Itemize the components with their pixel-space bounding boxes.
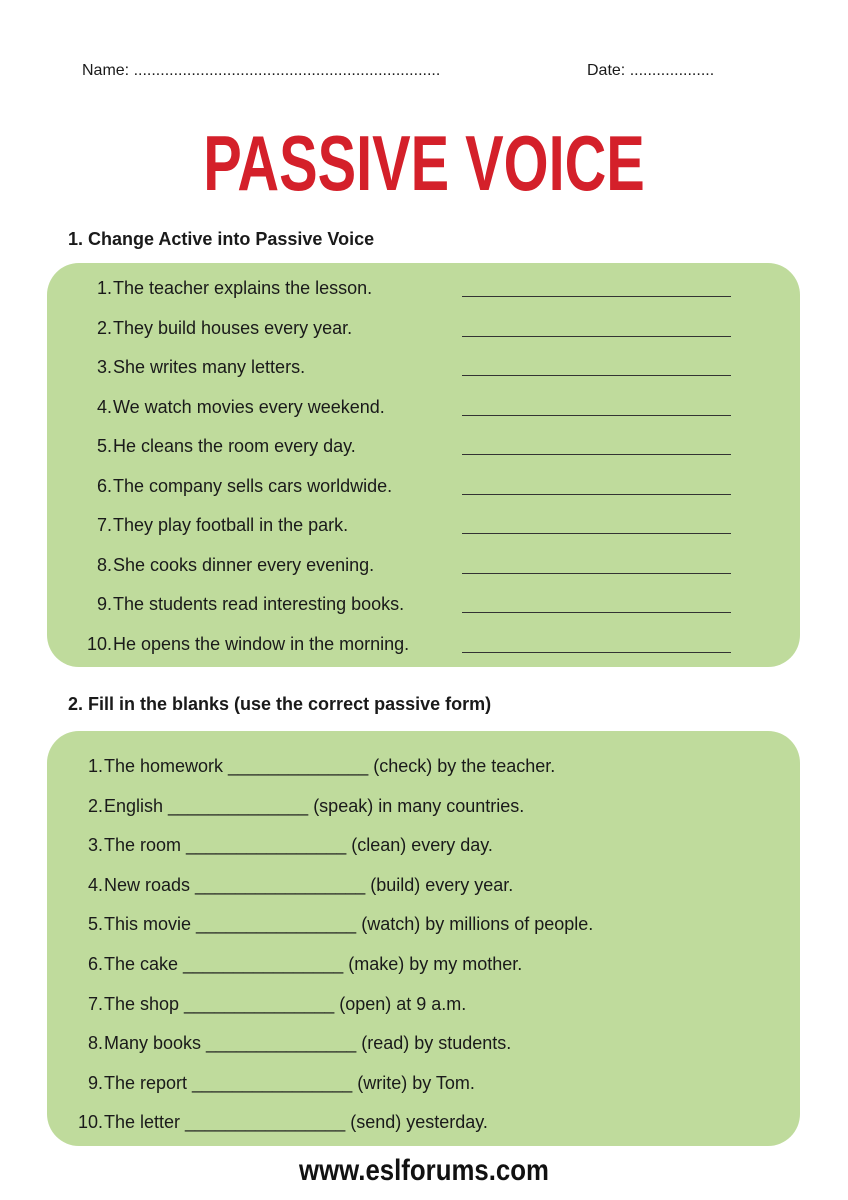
answer-line[interactable] xyxy=(462,494,731,495)
answer-line[interactable] xyxy=(462,336,731,337)
section-2-heading: 2. Fill in the blanks (use the correct passive form) xyxy=(68,694,492,714)
item-number: 4. xyxy=(87,874,103,895)
answer-line[interactable] xyxy=(462,415,731,416)
item-text: They play football in the park. xyxy=(113,515,349,535)
item-text: The company sells cars worldwide. xyxy=(113,475,393,496)
answer-line[interactable] xyxy=(462,612,731,613)
answer-line[interactable] xyxy=(462,533,731,534)
item-number: 2. xyxy=(87,795,103,816)
name-field: Name: ..................................................................... xyxy=(82,62,441,79)
item-text: New roads _________________ (build) every year. xyxy=(104,874,514,895)
item-text: They build houses every year. xyxy=(113,317,353,338)
item-text: Many books _______________ (read) by students. xyxy=(104,1033,512,1054)
item-text: The room ________________ (clean) every day. xyxy=(104,835,493,856)
item-text: He opens the window in the morning. xyxy=(113,633,410,654)
item-number: 10. xyxy=(86,633,112,654)
item-number: 2. xyxy=(96,317,112,338)
item-text: She writes many letters. xyxy=(113,357,306,377)
item-text: The shop _______________ (open) at 9 a.m. xyxy=(104,993,467,1014)
item-number: 8. xyxy=(87,1033,103,1054)
item-number: 4. xyxy=(96,396,112,417)
website-footer: www.eslforums.com xyxy=(299,1154,549,1187)
answer-line[interactable] xyxy=(462,573,731,574)
item-number: 9. xyxy=(87,1072,103,1093)
item-number: 8. xyxy=(96,554,112,575)
item-number: 7. xyxy=(87,993,103,1014)
answer-line[interactable] xyxy=(462,652,731,653)
item-number: 9. xyxy=(96,594,112,614)
answer-line[interactable] xyxy=(462,296,731,297)
item-number: 10. xyxy=(77,1112,103,1133)
answer-line[interactable] xyxy=(462,375,731,376)
answer-line[interactable] xyxy=(462,454,731,455)
item-number: 1. xyxy=(96,278,112,298)
item-number: 7. xyxy=(96,515,112,535)
item-text: The students read interesting books. xyxy=(113,594,405,614)
item-number: 5. xyxy=(96,436,112,456)
worksheet-title: PASSIVE VOICE xyxy=(203,119,645,207)
item-text: English ______________ (speak) in many countries. xyxy=(104,795,525,816)
date-field: Date: ................... xyxy=(587,62,715,79)
item-text: This movie ________________ (watch) by millions of people. xyxy=(104,914,594,935)
item-number: 1. xyxy=(87,756,103,776)
item-number: 5. xyxy=(87,914,103,935)
item-text: She cooks dinner every evening. xyxy=(113,554,375,575)
item-text: The letter ________________ (send) yesterday. xyxy=(104,1112,488,1133)
item-text: He cleans the room every day. xyxy=(113,436,356,456)
item-text: The homework ______________ (check) by the teacher. xyxy=(104,756,556,776)
item-number: 6. xyxy=(96,475,112,496)
item-number: 6. xyxy=(87,954,103,974)
item-text: The report ________________ (write) by Tom. xyxy=(104,1072,475,1093)
item-text: We watch movies every weekend. xyxy=(113,396,385,417)
item-number: 3. xyxy=(96,357,112,377)
item-text: The cake ________________ (make) by my mother. xyxy=(104,954,523,974)
section-1-heading: 1. Change Active into Passive Voice xyxy=(68,229,375,249)
item-text: The teacher explains the lesson. xyxy=(113,278,373,298)
item-number: 3. xyxy=(87,835,103,856)
